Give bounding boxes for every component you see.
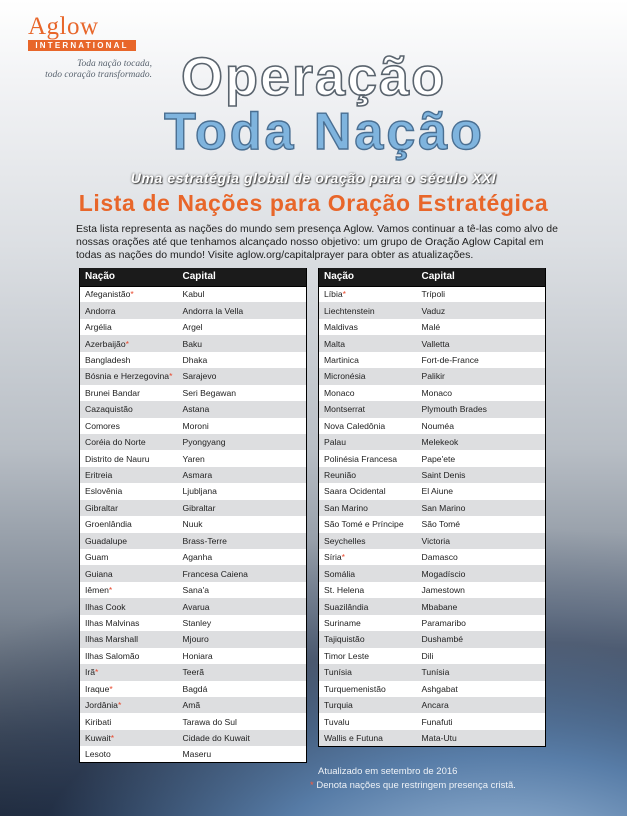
table-row	[319, 565, 546, 581]
nation-cell	[319, 713, 417, 729]
table-header-row	[80, 268, 307, 286]
nation-cell	[319, 335, 417, 351]
capital-cell: Melekeok	[417, 434, 546, 450]
nation-name: Guadalupe	[85, 535, 128, 546]
nation-name: Coréia do Norte	[85, 437, 146, 448]
nation-name: Malta	[324, 338, 346, 349]
capital-cell: Ljubljana	[178, 483, 307, 499]
capital-cell: Trípoli	[417, 286, 546, 302]
capital-cell: Yaren	[178, 450, 307, 466]
nation-cell	[80, 598, 178, 614]
nation-name: Ilhas Malvinas	[85, 617, 140, 628]
nation-name: São Tomé e Príncipe	[324, 519, 404, 530]
nation-cell	[80, 319, 178, 335]
nation-name: Andorra	[85, 305, 116, 316]
capital-cell: Argel	[178, 319, 307, 335]
table-row	[80, 434, 307, 450]
capital-cell: Damasco	[417, 549, 546, 565]
nation-cell	[80, 648, 178, 664]
nation-cell	[80, 533, 178, 549]
nation-name: Martinica	[324, 354, 359, 365]
nation-name: Afeganistão	[85, 289, 131, 300]
table-row	[319, 681, 546, 697]
nation-name: Ilhas Salomão	[85, 650, 140, 661]
capital-cell: Saint Denis	[417, 467, 546, 483]
nation-cell	[80, 549, 178, 565]
table-row	[80, 713, 307, 729]
nation-cell	[319, 368, 417, 384]
nation-cell	[319, 549, 417, 565]
nation-cell	[80, 385, 178, 401]
nation-name: Guiana	[85, 568, 113, 579]
nation-cell	[319, 516, 417, 532]
capital-cell: Pyongyang	[178, 434, 307, 450]
logo-name: Aglow	[28, 13, 99, 40]
nation-name: Wallis e Futuna	[324, 732, 383, 743]
nation-cell	[319, 533, 417, 549]
capital-cell: Nouméa	[417, 418, 546, 434]
capital-cell: Aganha	[178, 549, 307, 565]
capital-cell: Amã	[178, 697, 307, 713]
capital-cell: Honiara	[178, 648, 307, 664]
table-row	[319, 335, 546, 351]
capital-cell: Tunísia	[417, 664, 546, 680]
table-row	[80, 368, 307, 384]
capital-cell: Valletta	[417, 335, 546, 351]
nation-name: Síria	[324, 552, 342, 563]
capital-cell: Funafuti	[417, 713, 546, 729]
nation-cell	[319, 286, 417, 302]
nation-name: Turquemenistão	[324, 683, 386, 694]
nation-cell	[80, 713, 178, 729]
capital-cell: Fort-de-France	[417, 352, 546, 368]
table-row	[319, 648, 546, 664]
capital-cell: Sarajevo	[178, 368, 307, 384]
nation-name: Guam	[85, 552, 109, 563]
capital-cell: Pape'ete	[417, 450, 546, 466]
capital-cell: Mata-Utu	[417, 730, 546, 746]
nation-cell	[80, 483, 178, 499]
restricted-asterisk: *	[341, 552, 346, 563]
table-row	[80, 286, 307, 302]
nation-cell	[80, 746, 178, 762]
nation-cell	[319, 697, 417, 713]
capital-cell: Maseru	[178, 746, 307, 762]
table-row	[319, 615, 546, 631]
nation-name: San Marino	[324, 502, 368, 513]
table-row	[80, 664, 307, 680]
nation-cell	[319, 302, 417, 318]
table-row	[319, 302, 546, 318]
nation-cell	[80, 450, 178, 466]
nation-name: Maldivas	[324, 322, 358, 333]
table-row	[80, 549, 307, 565]
table-row	[319, 418, 546, 434]
capital-cell: Paramaribo	[417, 615, 546, 631]
restricted-asterisk: *	[130, 289, 134, 300]
nation-name: Polinésia Francesa	[324, 453, 398, 464]
restriction-legend	[310, 780, 516, 791]
nation-name: Reunião	[324, 470, 357, 481]
capital-cell: Tarawa do Sul	[178, 713, 307, 729]
nation-name: Kiribati	[85, 716, 112, 727]
table-row	[319, 434, 546, 450]
nation-name: Micronésia	[324, 371, 366, 382]
table-row	[319, 533, 546, 549]
capital-cell: Brass-Terre	[178, 533, 307, 549]
nation-cell	[80, 467, 178, 483]
table-row	[319, 631, 546, 647]
capital-cell: Mogadíscio	[417, 565, 546, 581]
table-row	[80, 483, 307, 499]
nation-name: Seychelles	[324, 535, 366, 546]
nation-name: Brunei Bandar	[85, 387, 140, 398]
nation-name: Ilhas Marshall	[85, 634, 139, 645]
table-row	[80, 730, 307, 746]
nation-name: Suazilândia	[324, 601, 369, 612]
table-row	[80, 697, 307, 713]
capital-cell: Gibraltar	[178, 500, 307, 516]
nation-cell	[80, 582, 178, 598]
capital-cell: Jamestown	[417, 582, 546, 598]
table-row	[319, 401, 546, 417]
nation-name: Kuwait	[85, 733, 111, 744]
nation-name: Bangladesh	[85, 354, 131, 365]
nation-cell	[80, 565, 178, 581]
capital-cell: Stanley	[178, 615, 307, 631]
capital-cell: Monaco	[417, 385, 546, 401]
tagline-line-2: todo coração transformado.	[45, 70, 152, 80]
table-row	[319, 549, 546, 565]
nation-name: Comores	[85, 420, 120, 431]
nation-name: Cazaquistão	[85, 404, 133, 415]
nation-cell	[319, 385, 417, 401]
nation-cell	[319, 648, 417, 664]
nation-name: Liechtenstein	[324, 305, 375, 316]
nation-name: Bósnia e Herzegovina	[85, 371, 170, 382]
logo-international-bar: INTERNATIONAL	[28, 40, 136, 51]
table-row	[80, 615, 307, 631]
table-row	[80, 418, 307, 434]
nation-name: Turquia	[324, 700, 353, 711]
restricted-asterisk: *	[342, 289, 346, 300]
capital-cell: Dushambé	[417, 631, 546, 647]
capital-cell: Teerã	[178, 664, 307, 680]
nation-name: Eritreia	[85, 470, 113, 481]
capital-cell: Nuuk	[178, 516, 307, 532]
tagline-line-1: Toda nação tocada,	[77, 59, 152, 69]
nation-cell	[319, 565, 417, 581]
nation-cell	[319, 615, 417, 631]
restricted-asterisk: *	[169, 371, 173, 382]
table-row	[80, 401, 307, 417]
nation-cell	[80, 730, 178, 746]
restricted-asterisk: *	[125, 338, 129, 349]
asterisk-marker: *	[310, 780, 314, 791]
table-row	[80, 648, 307, 664]
table-row	[80, 302, 307, 318]
aglow-logo	[28, 14, 140, 51]
restricted-asterisk: *	[108, 585, 113, 596]
capital-cell: Palikir	[417, 368, 546, 384]
capital-cell: Bagdá	[178, 681, 307, 697]
table-row	[80, 631, 307, 647]
table-row	[80, 681, 307, 697]
nation-cell	[80, 418, 178, 434]
capital-cell: Moroni	[178, 418, 307, 434]
nation-name: Somália	[324, 568, 356, 579]
title-line-1: Operação	[180, 47, 447, 107]
table-row	[80, 582, 307, 598]
table-row	[319, 516, 546, 532]
table-row	[80, 352, 307, 368]
table-row	[80, 598, 307, 614]
restricted-asterisk: *	[117, 700, 122, 711]
capital-cell: Victoria	[417, 533, 546, 549]
capital-cell: Avarua	[178, 598, 307, 614]
nations-table-right	[318, 268, 546, 747]
table-row	[80, 533, 307, 549]
capital-cell: Mjouro	[178, 631, 307, 647]
table-row	[319, 500, 546, 516]
nation-name: Eslovênia	[85, 486, 123, 497]
capital-cell: Baku	[178, 335, 307, 351]
nation-cell	[319, 434, 417, 450]
capital-cell: Andorra la Vella	[178, 302, 307, 318]
nation-cell	[80, 286, 178, 302]
nation-name: Distrito de Nauru	[85, 453, 150, 464]
nation-cell	[319, 681, 417, 697]
capital-cell: Dhaka	[178, 352, 307, 368]
nation-name: Montserrat	[324, 404, 366, 415]
capital-cell: Francesa Caiena	[178, 565, 307, 581]
nation-cell	[80, 631, 178, 647]
nation-column-header: Nação	[319, 268, 417, 286]
nation-name: Nova Caledônia	[324, 420, 386, 431]
table-row	[80, 467, 307, 483]
nation-cell	[80, 697, 178, 713]
table-row	[319, 598, 546, 614]
legend-text: Denota nações que restringem presença cristã.	[316, 780, 516, 791]
updated-date: Atualizado em setembro de 2016	[318, 766, 458, 777]
nation-cell	[319, 319, 417, 335]
table-row	[319, 352, 546, 368]
nation-name: Gibraltar	[85, 502, 118, 513]
nations-table-left	[79, 268, 307, 763]
table-row	[319, 319, 546, 335]
capital-cell: Plymouth Brades	[417, 401, 546, 417]
capital-cell: San Marino	[417, 500, 546, 516]
nation-name: St. Helena	[324, 585, 365, 596]
nation-name: Jordânia	[85, 700, 118, 711]
table-row	[80, 516, 307, 532]
table-row	[319, 450, 546, 466]
nation-cell	[80, 352, 178, 368]
table-row	[80, 565, 307, 581]
nation-cell	[80, 681, 178, 697]
table-row	[319, 467, 546, 483]
table-row	[80, 385, 307, 401]
intro-paragraph: Esta lista representa as nações do mundo sem presença Aglow. Vamos continuar a tê-las como alvo de nossas orações até que tenhamos alcançado nosso objetivo: um grupo de Oração Aglow Capital em todas as nações do mundo! Visite aglow.org/capitalprayer para obter as atualizações.	[76, 223, 558, 261]
table-row	[319, 286, 546, 302]
nation-cell	[319, 401, 417, 417]
nation-name: Palau	[324, 437, 346, 448]
nation-cell	[80, 302, 178, 318]
table-row	[319, 664, 546, 680]
nation-cell	[80, 500, 178, 516]
nation-name: Lesoto	[85, 749, 111, 760]
capital-column-header: Capital	[417, 268, 546, 286]
nation-cell	[319, 582, 417, 598]
table-row	[319, 483, 546, 499]
capital-cell: Astana	[178, 401, 307, 417]
nation-cell	[319, 730, 417, 746]
nation-cell	[319, 631, 417, 647]
nation-cell	[319, 483, 417, 499]
capital-cell: El Aiune	[417, 483, 546, 499]
nation-cell	[319, 598, 417, 614]
table-row	[319, 713, 546, 729]
nation-cell	[80, 368, 178, 384]
capital-cell: Dili	[417, 648, 546, 664]
table-row	[80, 746, 307, 762]
nation-name: Irã	[85, 667, 96, 678]
capital-column-header: Capital	[178, 268, 307, 286]
nation-cell	[80, 401, 178, 417]
nation-name: Suriname	[324, 617, 361, 628]
capital-cell: Seri Begawan	[178, 385, 307, 401]
nation-cell	[319, 664, 417, 680]
nation-name: Iêmen	[85, 585, 109, 596]
table-row	[80, 319, 307, 335]
list-title: Lista de Nações para Oração Estratégica	[78, 190, 549, 216]
subtitle: Uma estratégia global de oração para o século XXI	[130, 170, 497, 186]
capital-cell: Ashgabat	[417, 681, 546, 697]
nation-name: Saara Ocidental	[324, 486, 386, 497]
restricted-asterisk: *	[109, 683, 113, 694]
nation-name: Ilhas Cook	[85, 601, 126, 612]
nation-name: Monaco	[324, 387, 355, 398]
nation-name: Iraque	[85, 683, 110, 694]
nation-cell	[80, 664, 178, 680]
nation-name: Groenlândia	[85, 519, 132, 530]
nation-name: Argélia	[85, 322, 112, 333]
nation-cell	[319, 450, 417, 466]
table-row	[80, 450, 307, 466]
nation-name: Tuvalu	[324, 716, 350, 727]
table-row	[319, 730, 546, 746]
table-row	[319, 385, 546, 401]
capital-cell: São Tomé	[417, 516, 546, 532]
nation-cell	[319, 418, 417, 434]
nation-cell	[80, 434, 178, 450]
table-header-row	[319, 268, 546, 286]
capital-cell: Malé	[417, 319, 546, 335]
capital-cell: Ancara	[417, 697, 546, 713]
nation-cell	[80, 615, 178, 631]
table-row	[80, 500, 307, 516]
table-row	[80, 335, 307, 351]
restricted-asterisk: *	[110, 733, 115, 744]
restricted-asterisk: *	[95, 667, 99, 678]
capital-cell: Mbabane	[417, 598, 546, 614]
nation-cell	[80, 335, 178, 351]
nation-cell	[80, 516, 178, 532]
capital-cell: Sana'a	[178, 582, 307, 598]
capital-cell: Kabul	[178, 286, 307, 302]
nation-name: Tajiquistão	[324, 634, 365, 645]
nation-name: Azerbaijão	[85, 338, 126, 349]
nation-cell	[319, 352, 417, 368]
capital-cell: Vaduz	[417, 302, 546, 318]
capital-cell: Cidade do Kuwait	[178, 730, 307, 746]
table-row	[319, 697, 546, 713]
capital-cell: Asmara	[178, 467, 307, 483]
nation-name: Timor Leste	[324, 650, 370, 661]
title-line-2: Toda Nação	[164, 103, 485, 161]
nation-name: Tunísia	[324, 667, 352, 678]
nation-cell	[319, 467, 417, 483]
table-row	[319, 368, 546, 384]
nation-column-header: Nação	[80, 268, 178, 286]
nation-cell	[319, 500, 417, 516]
nation-name: Líbia	[324, 289, 343, 300]
table-row	[319, 582, 546, 598]
